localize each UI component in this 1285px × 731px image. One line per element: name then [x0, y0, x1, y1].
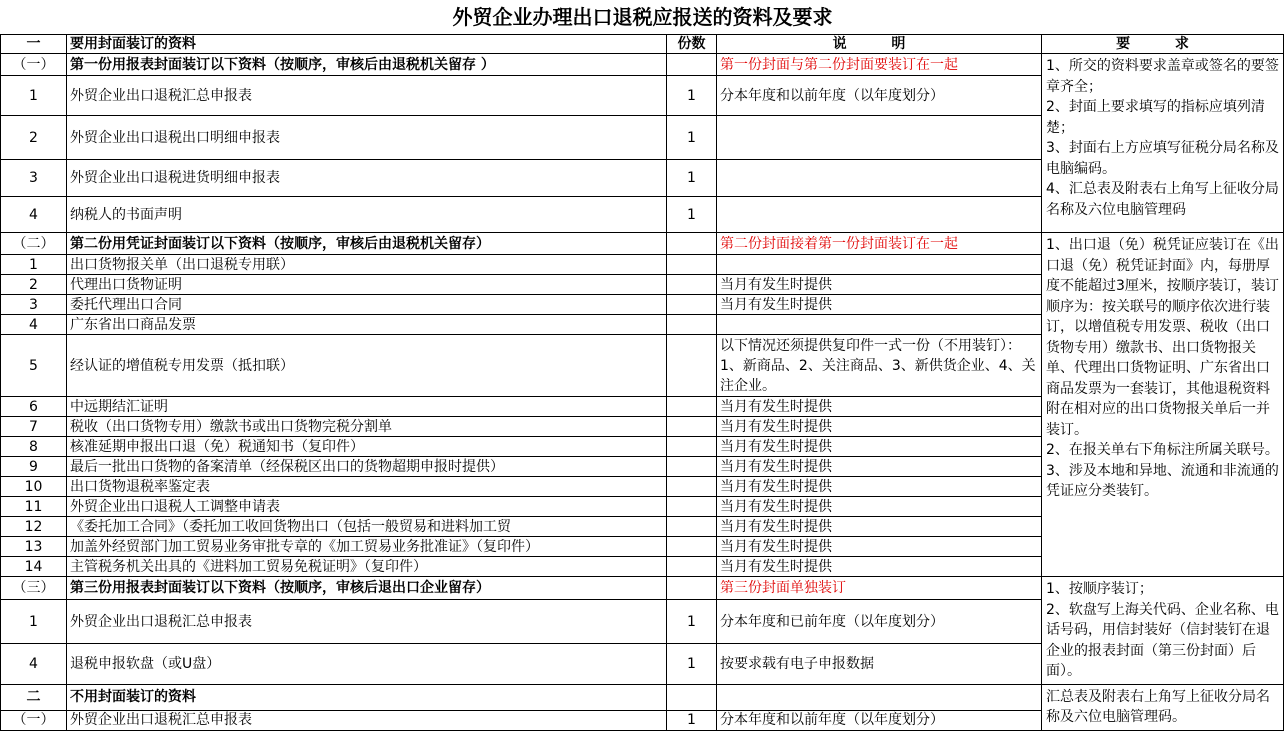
row-desc: 当月有发生时提供 — [717, 497, 1042, 517]
row-desc — [717, 315, 1042, 335]
row-no: 9 — [1, 457, 67, 477]
row-copies — [667, 255, 717, 275]
row-desc: 当月有发生时提供 — [717, 517, 1042, 537]
section-2-heading: 第二份用凭证封面装订以下资料（按顺序，审核后由退税机关留存） — [67, 233, 667, 255]
section-1-no: （一） — [1, 54, 67, 76]
row-desc — [717, 116, 1042, 160]
row-name: 出口货物报关单（出口退税专用联） — [67, 255, 667, 275]
row-copies — [667, 497, 717, 517]
section-1-copies — [667, 54, 717, 76]
section-2-requirement: 1、出口退（免）税凭证应装订在《出口退（免）税凭证封面》内，每册厚度不能超过3厘米，按顺序装订，装订顺序为：按关联号的顺序依次进行装订，以增值税专用发票、税收（出口货物专用）缴款书、出口货物报关单、代理出口货物证明、广东省出口商品发票为一套装订，其他退税资料附在相对应的出口货物报关单后一并装订。 2、在报关单右下角标注所属关联号。 3、涉及本地和异地、流通和非流通的凭证应分类装钉。 — [1042, 233, 1284, 577]
row-name: 主管税务机关出具的《进料加工贸易免税证明》（复印件） — [67, 557, 667, 577]
row-no: 4 — [1, 197, 67, 233]
row-copies — [667, 275, 717, 295]
section-3-heading: 第三份用报表封面装订以下资料（按顺序，审核后退出口企业留存） — [67, 577, 667, 600]
row-no: （一） — [1, 710, 67, 730]
part-2-copies — [667, 684, 717, 710]
row-copies — [667, 295, 717, 315]
row-desc — [717, 197, 1042, 233]
row-copies — [667, 437, 717, 457]
row-desc: 分本年度和以前年度（以年度划分） — [717, 76, 1042, 116]
row-copies — [667, 477, 717, 497]
row-desc: 以下情况还须提供复印件一式一份（不用装钉）：1、新商品、2、关注商品、3、新供货企业、4、关注企业。 — [717, 335, 1042, 397]
row-name: 外贸企业出口退税进货明细申报表 — [67, 160, 667, 197]
row-name: 退税申报软盘（或U盘） — [67, 644, 667, 684]
row-desc: 当月有发生时提供 — [717, 557, 1042, 577]
row-copies: 1 — [667, 197, 717, 233]
row-desc: 当月有发生时提供 — [717, 457, 1042, 477]
row-copies: 1 — [667, 600, 717, 644]
row-desc: 分本年度和已前年度（以年度划分） — [717, 600, 1042, 644]
row-name: 加盖外经贸部门加工贸易业务审批专章的《加工贸易业务批准证》（复印件） — [67, 537, 667, 557]
row-name: 外贸企业出口退税人工调整申请表 — [67, 497, 667, 517]
page-title: 外贸企业办理出口退税应报送的资料及要求 — [452, 5, 833, 29]
row-name: 《委托加工合同》（委托加工收回货物出口（包括一般贸易和进料加工贸 — [67, 517, 667, 537]
row-no: 12 — [1, 517, 67, 537]
row-name: 税收（出口货物专用）缴款书或出口货物完税分割单 — [67, 417, 667, 437]
row-name: 纳税人的书面声明 — [67, 197, 667, 233]
row-no: 1 — [1, 255, 67, 275]
row-no: 5 — [1, 335, 67, 397]
section-1-heading-row — [1, 54, 1284, 76]
row-no: 10 — [1, 477, 67, 497]
row-name: 外贸企业出口退税汇总申报表 — [67, 76, 667, 116]
row-copies — [667, 457, 717, 477]
header-req: 要 求 — [1042, 35, 1284, 54]
row-no: 1 — [1, 600, 67, 644]
row-desc — [717, 255, 1042, 275]
row-copies — [667, 537, 717, 557]
row-desc: 当月有发生时提供 — [717, 437, 1042, 457]
part-2-no: 二 — [1, 684, 67, 710]
row-desc: 分本年度和以前年度（以年度划分） — [717, 710, 1042, 730]
row-no: 2 — [1, 275, 67, 295]
row-desc: 当月有发生时提供 — [717, 295, 1042, 315]
part-2-heading-row — [1, 684, 1284, 710]
row-name: 出口货物退税率鉴定表 — [67, 477, 667, 497]
row-desc: 当月有发生时提供 — [717, 477, 1042, 497]
section-2-copies — [667, 233, 717, 255]
row-no: 4 — [1, 315, 67, 335]
header-desc: 说 明 — [717, 35, 1042, 54]
header-no: 一 — [1, 35, 67, 54]
part-2-heading: 不用封面装订的资料 — [67, 684, 667, 710]
table-header-row — [1, 35, 1284, 54]
row-name: 外贸企业出口退税汇总申报表 — [67, 600, 667, 644]
row-desc — [717, 160, 1042, 197]
row-copies — [667, 417, 717, 437]
part-2-desc — [717, 684, 1042, 710]
row-no: 13 — [1, 537, 67, 557]
row-name: 中远期结汇证明 — [67, 397, 667, 417]
row-name: 经认证的增值税专用发票（抵扣联） — [67, 335, 667, 397]
section-3-desc: 第三份封面单独装订 — [717, 577, 1042, 600]
row-no: 14 — [1, 557, 67, 577]
section-3-copies — [667, 577, 717, 600]
header-copies: 份数 — [667, 35, 717, 54]
row-desc: 当月有发生时提供 — [717, 417, 1042, 437]
row-copies — [667, 335, 717, 397]
row-name: 外贸企业出口退税出口明细申报表 — [67, 116, 667, 160]
row-no: 6 — [1, 397, 67, 417]
row-copies — [667, 315, 717, 335]
row-desc: 按要求载有电子申报数据 — [717, 644, 1042, 684]
row-copies — [667, 517, 717, 537]
row-no: 3 — [1, 160, 67, 197]
row-copies — [667, 557, 717, 577]
row-no: 2 — [1, 116, 67, 160]
row-copies: 1 — [667, 76, 717, 116]
row-copies: 1 — [667, 116, 717, 160]
section-3-no: （三） — [1, 577, 67, 600]
row-copies: 1 — [667, 644, 717, 684]
row-copies: 1 — [667, 160, 717, 197]
row-desc: 当月有发生时提供 — [717, 275, 1042, 295]
section-2-no: （二） — [1, 233, 67, 255]
row-no: 11 — [1, 497, 67, 517]
row-desc: 当月有发生时提供 — [717, 397, 1042, 417]
section-3-requirement: 1、按顺序装订； 2、软盘写上海关代码、企业名称、电话号码，用信封装好（信封装钉在退企业的报表封面（第三份封面）后面）。 — [1042, 577, 1284, 685]
section-2-desc: 第二份封面接着第一份封面装订在一起 — [717, 233, 1042, 255]
header-material: 要用封面装订的资料 — [67, 35, 667, 54]
row-name: 外贸企业出口退税汇总申报表 — [67, 710, 667, 730]
row-name: 核准延期申报出口退（免）税通知书（复印件） — [67, 437, 667, 457]
section-3-heading-row — [1, 577, 1284, 600]
row-name: 委托代理出口合同 — [67, 295, 667, 315]
row-copies: 1 — [667, 710, 717, 730]
section-1-requirement: 1、所交的资料要求盖章或签名的要签章齐全； 2、封面上要求填写的指标应填列清楚； 3、封面右上方应填写征税分局名称及电脑编码。 4、汇总表及附表右上角写上征收分局名称及六位电脑管理码 — [1042, 54, 1284, 233]
row-no: 1 — [1, 76, 67, 116]
row-no: 4 — [1, 644, 67, 684]
row-desc: 当月有发生时提供 — [717, 537, 1042, 557]
row-name: 代理出口货物证明 — [67, 275, 667, 295]
row-no: 7 — [1, 417, 67, 437]
row-name: 广东省出口商品发票 — [67, 315, 667, 335]
row-no: 8 — [1, 437, 67, 457]
part-2-requirement: 汇总表及附表右上角写上征收分局名称及六位电脑管理码。 — [1042, 684, 1284, 730]
section-1-heading: 第一份用报表封面装订以下资料（按顺序，审核后由退税机关留存 ） — [67, 54, 667, 76]
row-copies — [667, 397, 717, 417]
row-no: 3 — [1, 295, 67, 315]
row-name: 最后一批出口货物的备案清单（经保税区出口的货物超期申报时提供） — [67, 457, 667, 477]
materials-table — [0, 34, 1284, 731]
section-1-desc: 第一份封面与第二份封面要装订在一起 — [717, 54, 1042, 76]
section-2-heading-row — [1, 233, 1284, 255]
